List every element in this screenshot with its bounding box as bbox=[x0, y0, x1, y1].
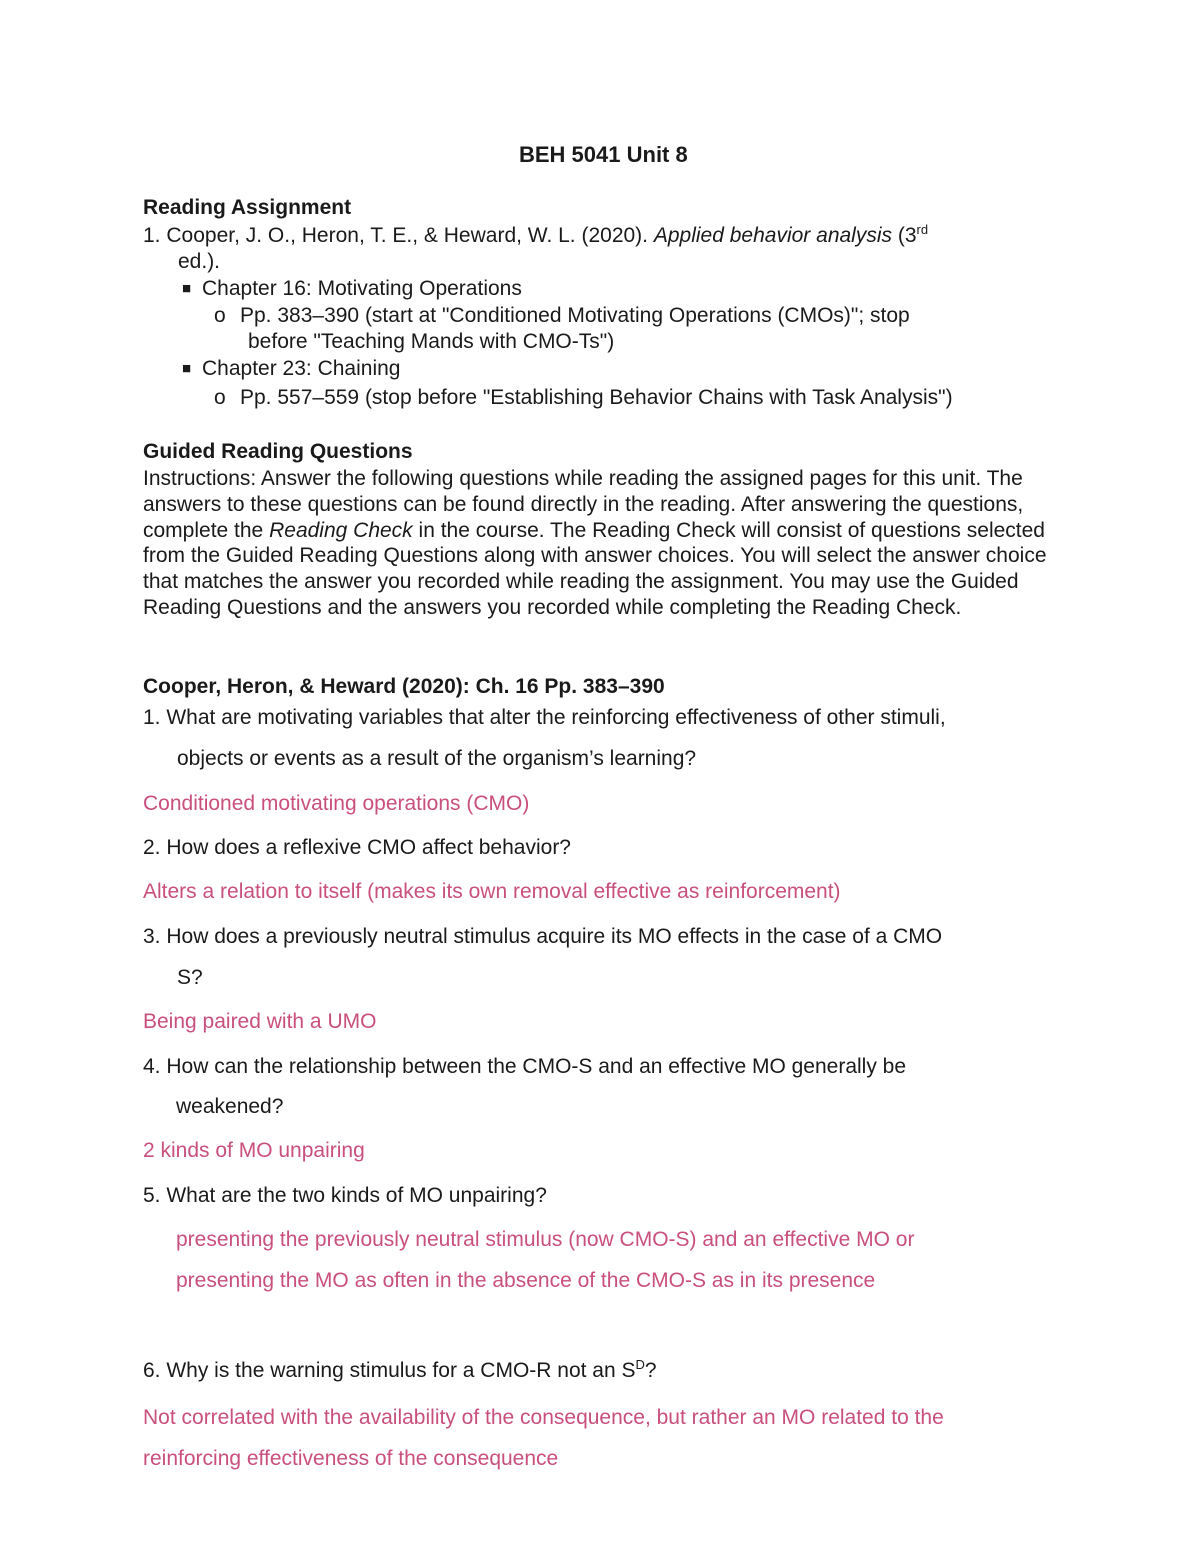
answer-6-line2: reinforcing effectiveness of the consequence bbox=[143, 1447, 559, 1470]
question-5: 5. What are the two kinds of MO unpairing? bbox=[143, 1184, 547, 1207]
answer-1: Conditioned motivating operations (CMO) bbox=[143, 792, 530, 815]
chapter-16-pages-line1: Pp. 383–390 (start at "Conditioned Motivating Operations (CMOs)"; stop bbox=[240, 304, 910, 327]
question-3-line1: 3. How does a previously neutral stimulus acquire its MO effects in the case of a CMO bbox=[143, 925, 943, 948]
question-6 bbox=[143, 1358, 657, 1384]
chapter-23-pages bbox=[214, 385, 953, 411]
instructions-reading-check: Reading Check bbox=[269, 518, 413, 542]
reading-assignment-heading: Reading Assignment bbox=[143, 196, 352, 219]
instructions-text-pre: Instructions: Answer the following questions while reading the assigned pages for this unit. The answers to these questions can be found directly in the reading. After answering the questions, complete the bbox=[143, 467, 1024, 542]
chapter-item-23 bbox=[182, 356, 400, 382]
section-heading: Cooper, Heron, & Heward (2020): Ch. 16 Pp. 383–390 bbox=[143, 675, 665, 698]
answer-5-line1: presenting the previously neutral stimulus (now CMO-S) and an effective MO or bbox=[176, 1228, 915, 1251]
chapter-16-pages bbox=[214, 303, 910, 329]
circle-bullet-icon: o bbox=[214, 304, 226, 327]
citation-edition-close: ed.). bbox=[178, 250, 221, 273]
instructions-text-post: in the course. The Reading Check will consist of questions selected from the Guided Reading Questions along with answer choices. You will select the answer choice that matches the answer you recorded while reading the assignment. You may use the Guided Reading Questions and the answers you recorded while completing the Reading Check. bbox=[143, 518, 1047, 619]
chapter-item-16 bbox=[182, 276, 522, 302]
question-6-superscript: D bbox=[635, 1357, 645, 1372]
question-2: 2. How does a reflexive CMO affect behavior? bbox=[143, 836, 571, 859]
answer-2: Alters a relation to itself (makes its own removal effective as reinforcement) bbox=[143, 880, 841, 903]
document-title: BEH 5041 Unit 8 bbox=[519, 142, 688, 167]
chapter-label: Chapter 23: Chaining bbox=[202, 357, 401, 380]
circle-bullet-icon: o bbox=[214, 386, 226, 409]
question-6-mark: ? bbox=[644, 1359, 657, 1382]
chapter-label: Chapter 16: Motivating Operations bbox=[202, 277, 522, 300]
question-4-line1: 4. How can the relationship between the CMO-S and an effective MO generally be bbox=[143, 1055, 907, 1078]
square-bullet-icon: ■ bbox=[182, 360, 192, 377]
answer-6-line1: Not correlated with the availability of the consequence, but rather an MO related to the bbox=[143, 1406, 944, 1429]
citation-edition-open: (3 bbox=[897, 224, 917, 247]
chapter-16-pages-line2: before "Teaching Mands with CMO-Ts") bbox=[248, 330, 615, 353]
citation-number: 1. bbox=[143, 224, 161, 247]
question-1-line1: 1. What are motivating variables that alter the reinforcing effectiveness of other stimuli, bbox=[143, 706, 946, 729]
chapter-23-pages-line1: Pp. 557–559 (stop before "Establishing Behavior Chains with Task Analysis") bbox=[240, 386, 953, 409]
answer-5-line2: presenting the MO as often in the absence of the CMO-S as in its presence bbox=[176, 1269, 876, 1292]
guided-reading-heading: Guided Reading Questions bbox=[143, 440, 413, 463]
square-bullet-icon: ■ bbox=[182, 280, 192, 297]
instructions-paragraph bbox=[143, 466, 1063, 621]
answer-3: Being paired with a UMO bbox=[143, 1010, 377, 1033]
question-1-line2: objects or events as a result of the organism’s learning? bbox=[177, 747, 697, 770]
question-3-line2: S? bbox=[177, 966, 203, 989]
citation-line bbox=[143, 223, 928, 249]
question-4-line2: weakened? bbox=[176, 1095, 284, 1118]
citation-edition-sup: rd bbox=[916, 222, 929, 237]
citation-book-title: Applied behavior analysis bbox=[653, 224, 893, 247]
question-6-text: 6. Why is the warning stimulus for a CMO-R not an S bbox=[143, 1359, 636, 1382]
citation-authors: Cooper, J. O., Heron, T. E., & Heward, W. L. (2020). bbox=[166, 224, 649, 247]
answer-4: 2 kinds of MO unpairing bbox=[143, 1139, 365, 1162]
